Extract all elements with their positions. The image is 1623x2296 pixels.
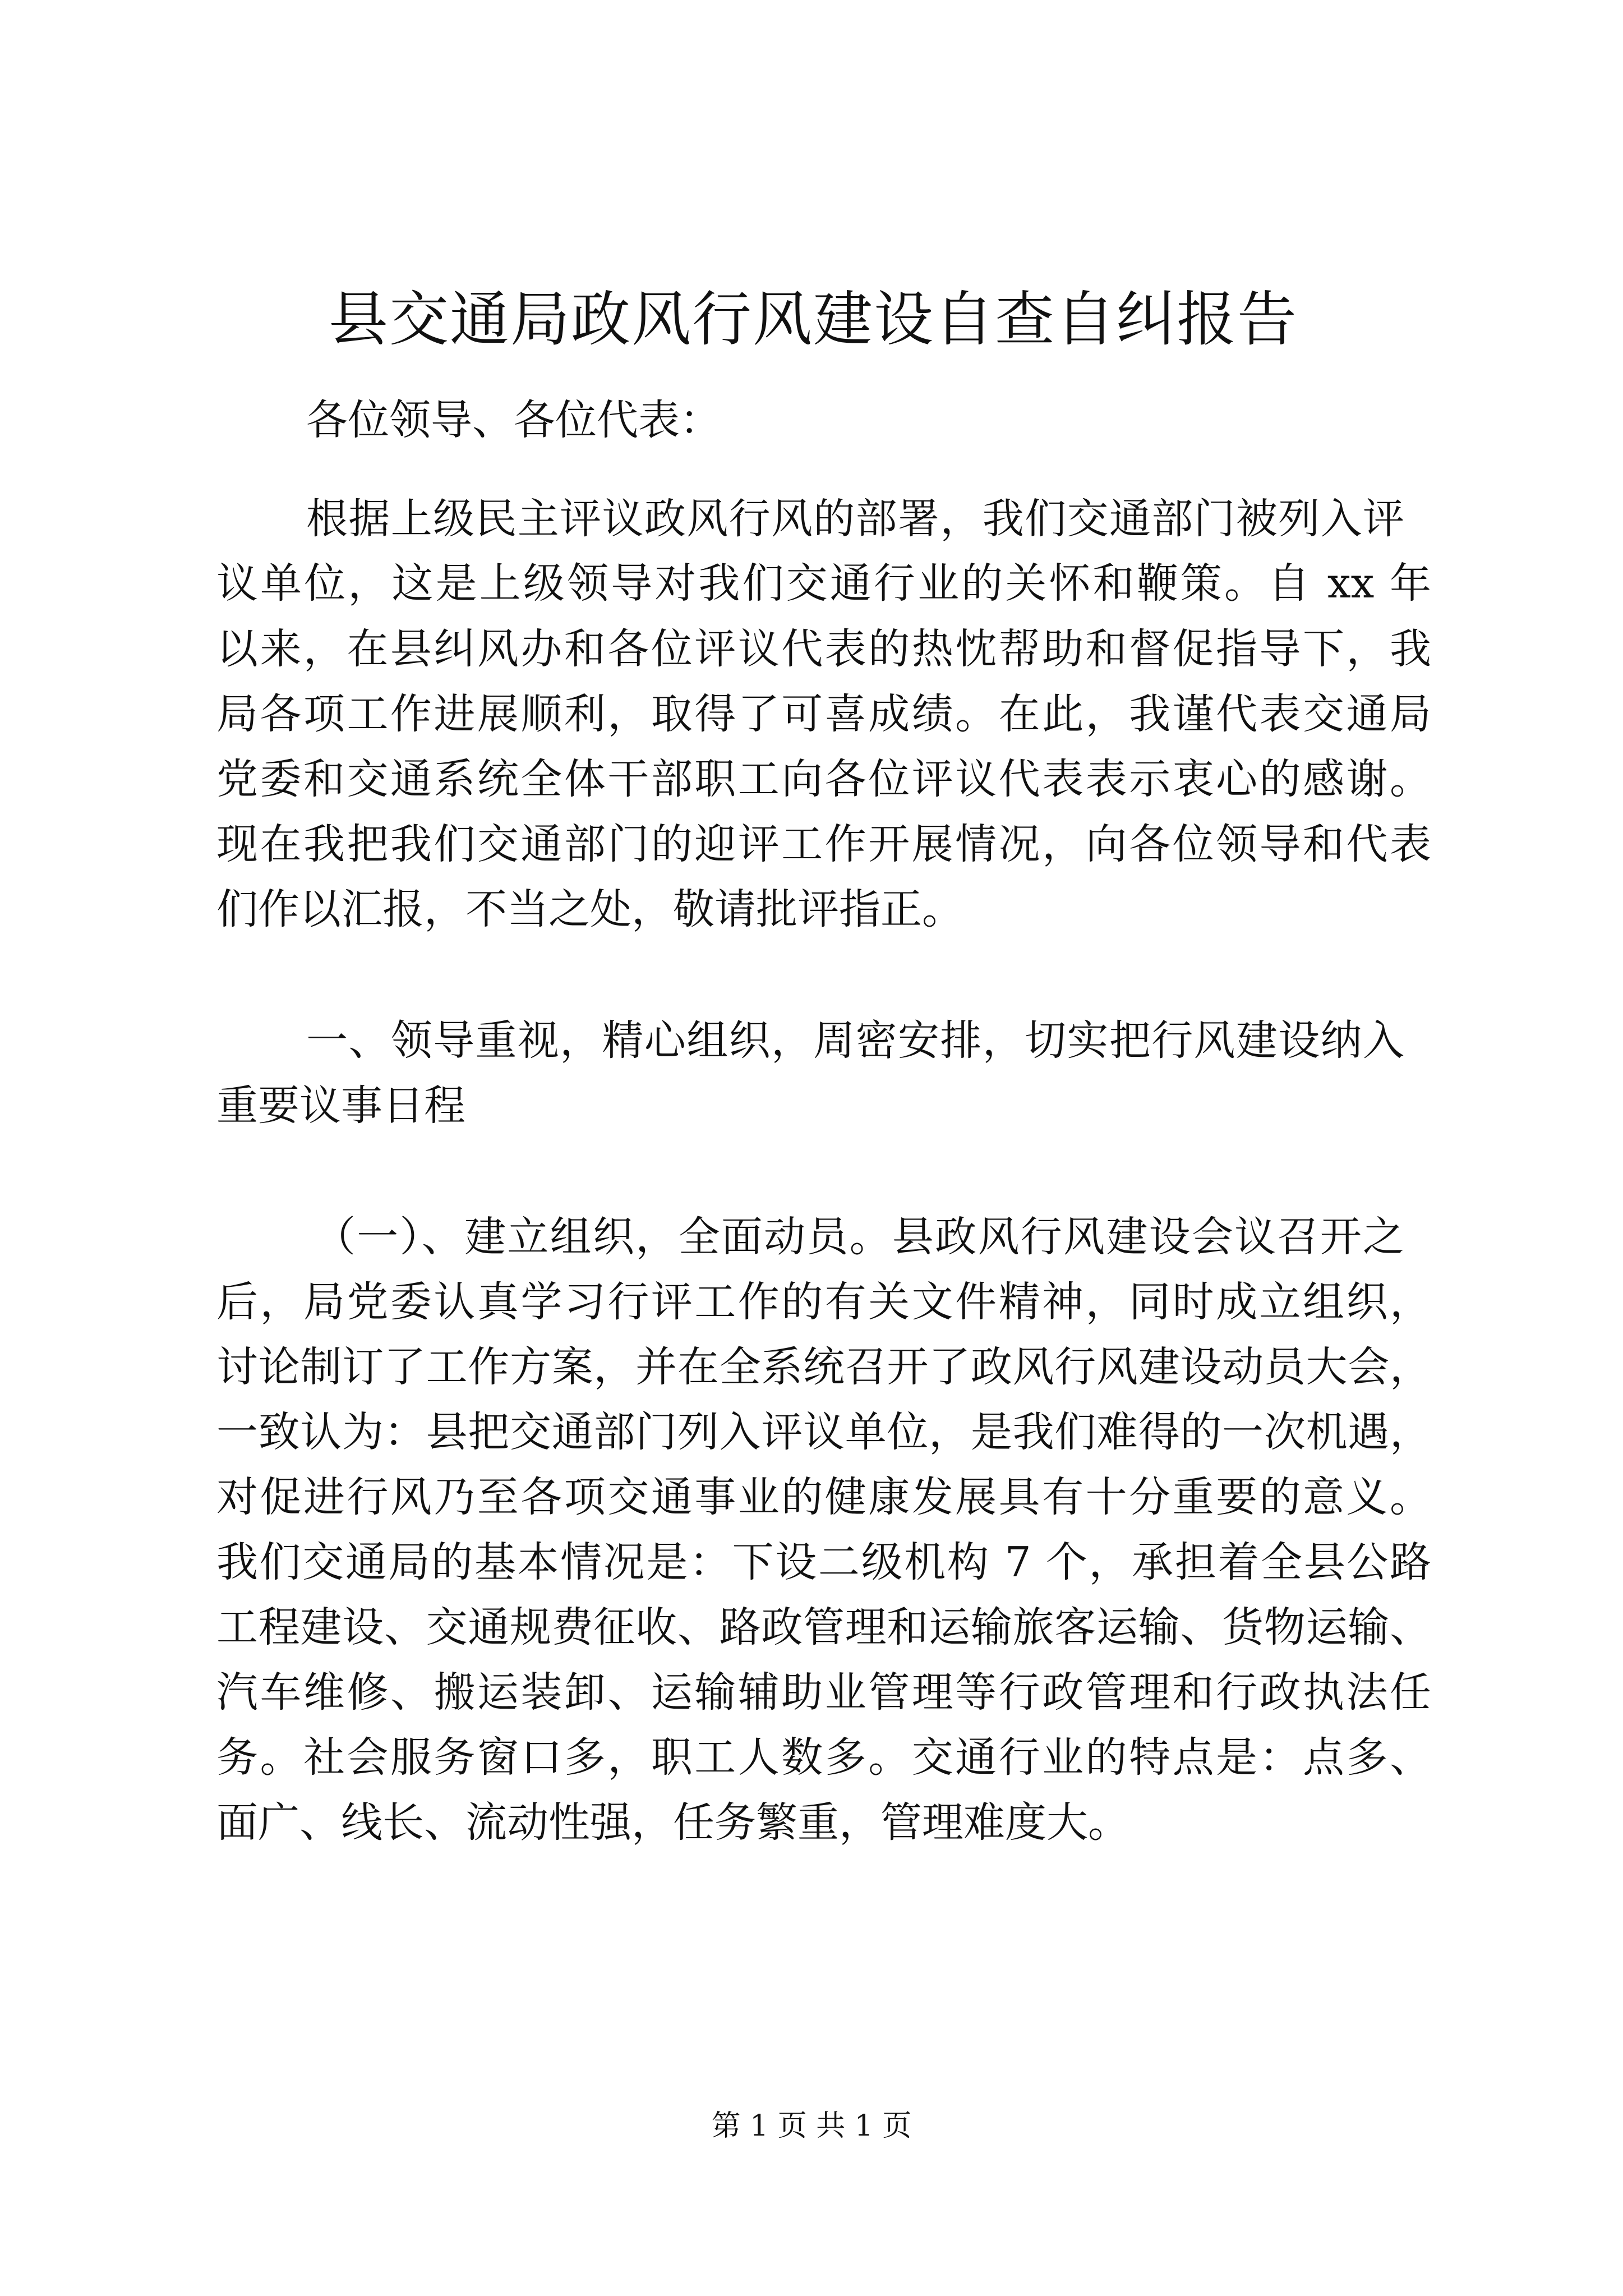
paragraph-line: 议单位，这是上级领导对我们交通行业的关怀和鞭策。自 xx 年 bbox=[216, 559, 1431, 608]
section-heading-line: 一、领导重视，精心组织，周密安排，切实把行风建设纳入 bbox=[306, 1016, 1404, 1065]
paragraph-line: 现在我把我们交通部门的迎评工作开展情况，向各位领导和代表 bbox=[216, 820, 1431, 868]
paragraph-line: 根据上级民主评议政风行风的部署，我们交通部门被列入评 bbox=[306, 495, 1404, 543]
paragraph-line: 们作以汇报，不当之处，敬请批评指正。 bbox=[216, 885, 963, 933]
paragraph-line: 务。社会服务窗口多，职工人数多。交通行业的特点是：点多、 bbox=[216, 1733, 1431, 1782]
paragraph-line: 局各项工作进展顺利，取得了可喜成绩。在此，我谨代表交通局 bbox=[216, 690, 1431, 738]
paragraph-line: 以来，在县纠风办和各位评议代表的热忱帮助和督促指导下，我 bbox=[216, 625, 1431, 673]
salutation: 各位领导、各位代表： bbox=[306, 396, 721, 444]
page-number-footer: 第 1 页 共 1 页 bbox=[711, 2109, 912, 2143]
paragraph-line: 一致认为：县把交通部门列入评议单位，是我们难得的一次机遇， bbox=[216, 1408, 1431, 1456]
section-heading-line: 重要议事日程 bbox=[216, 1082, 465, 1130]
paragraph-line: 汽车维修、搬运装卸、运输辅助业管理等行政管理和行政执法任 bbox=[216, 1668, 1431, 1717]
paragraph-line: 后，局党委认真学习行评工作的有关文件精神，同时成立组织， bbox=[216, 1278, 1431, 1326]
document-title: 县交通局政风行风建设自查自纠报告 bbox=[329, 285, 1298, 354]
paragraph-line: 讨论制订了工作方案，并在全系统召开了政风行风建设动员大会， bbox=[216, 1343, 1431, 1391]
paragraph-line: 对促进行风乃至各项交通事业的健康发展具有十分重要的意义。 bbox=[216, 1473, 1431, 1521]
paragraph-line: （一）、建立组织，全面动员。县政风行风建设会议召开之 bbox=[314, 1213, 1404, 1261]
paragraph-line: 党委和交通系统全体干部职工向各位评议代表表示衷心的感谢。 bbox=[216, 755, 1431, 803]
paragraph-line: 我们交通局的基本情况是：下设二级机构 7 个，承担着全县公路 bbox=[216, 1538, 1431, 1586]
paragraph-line: 工程建设、交通规费征收、路政管理和运输旅客运输、货物运输、 bbox=[216, 1603, 1431, 1651]
paragraph-line: 面广、线长、流动性强，任务繁重，管理难度大。 bbox=[216, 1798, 1129, 1847]
